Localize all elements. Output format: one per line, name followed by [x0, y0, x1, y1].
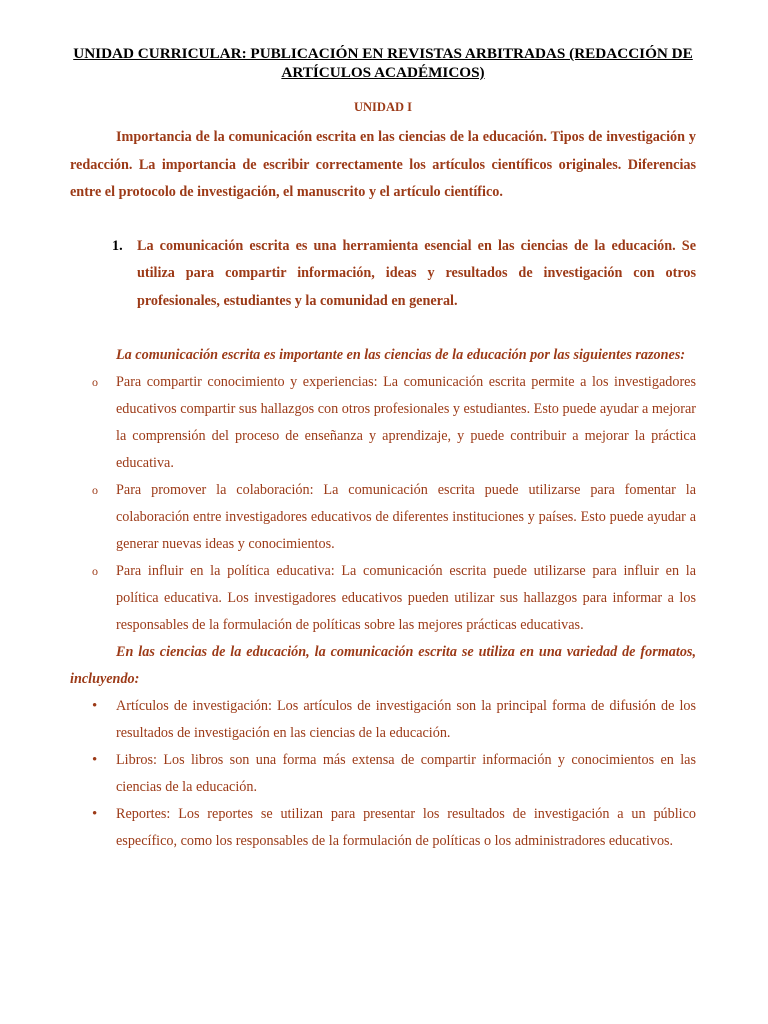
document-page — [70, 44, 696, 855]
numbered-item-text: La comunicación escrita es una herramienta esencial en las ciencias de la educación. Se utiliza para compartir información, ideas y resultados de investigación con otros profesionales, estudiantes y la comunidad en general. — [137, 237, 696, 309]
reasons-list — [70, 369, 696, 639]
document-title: UNIDAD CURRICULAR: PUBLICACIÓN EN REVISTAS ARBITRADAS (REDACCIÓN DE ARTÍCULOS ACADÉMICOS) — [73, 45, 693, 81]
circle-bullet-icon: o — [92, 483, 98, 497]
circle-bullet-icon: o — [92, 564, 98, 578]
list-item — [70, 693, 696, 747]
dot-bullet-icon: • — [92, 806, 98, 822]
numbered-item — [70, 233, 696, 316]
list-item — [70, 801, 696, 855]
formats-list — [70, 693, 696, 855]
circle-bullet-icon: o — [92, 375, 98, 389]
numbered-list — [70, 233, 696, 316]
list-item-text: Artículos de investigación: Los artículos de investigación son la principal forma de difusión de los resultados de investigación en las ciencias de la educación. — [116, 698, 696, 741]
list-item-text: Para promover la colaboración: La comunicación escrita puede utilizarse para fomentar la colaboración entre investigadores educativos de diferentes instituciones y países. Esto puede ayudar a generar nuevas ideas y conocimientos. — [116, 482, 696, 552]
list-item — [70, 369, 696, 477]
intro-paragraph: Importancia de la comunicación escrita en las ciencias de la educación. Tipos de investigación y redacción. La importancia de escribir correctamente los artículos científicos originales. Diferencias entre el protocolo de investigación, el manuscrito y el artículo científico. — [70, 129, 696, 200]
unit-heading: UNIDAD I — [354, 100, 412, 114]
dot-bullet-icon: • — [92, 698, 98, 714]
list-item — [70, 477, 696, 558]
list-item-text: Libros: Los libros son una forma más extensa de compartir información y conocimientos en las ciencias de la educación. — [116, 752, 696, 795]
section-lead-formats: En las ciencias de la educación, la comunicación escrita se utiliza en una variedad de formatos, incluyendo: — [70, 644, 696, 687]
list-item — [70, 747, 696, 801]
list-item-text: Para compartir conocimiento y experiencias: La comunicación escrita permite a los investigadores educativos compartir sus hallazgos con otros profesionales y estudiantes. Esto puede ayudar a mejorar la comprensión del proceso de enseñanza y aprendizaje, y puede contribuir a mejorar la práctica educativa. — [116, 374, 696, 471]
dot-bullet-icon: • — [92, 752, 98, 768]
list-item-text: Reportes: Los reportes se utilizan para presentar los resultados de investigación a un público específico, como los responsables de la formulación de políticas o los administradores educativos. — [116, 806, 696, 849]
list-item — [70, 558, 696, 639]
section-lead-reasons: La comunicación escrita es importante en las ciencias de la educación por las siguientes razones: — [116, 347, 686, 363]
item-number: 1. — [112, 237, 123, 254]
list-item-text: Para influir en la política educativa: La comunicación escrita puede utilizarse para influir en la política educativa. Los investigadores educativos pueden utilizar sus hallazgos para informar a los responsables de la formulación de políticas sobre las mejores prácticas educativas. — [116, 563, 696, 633]
